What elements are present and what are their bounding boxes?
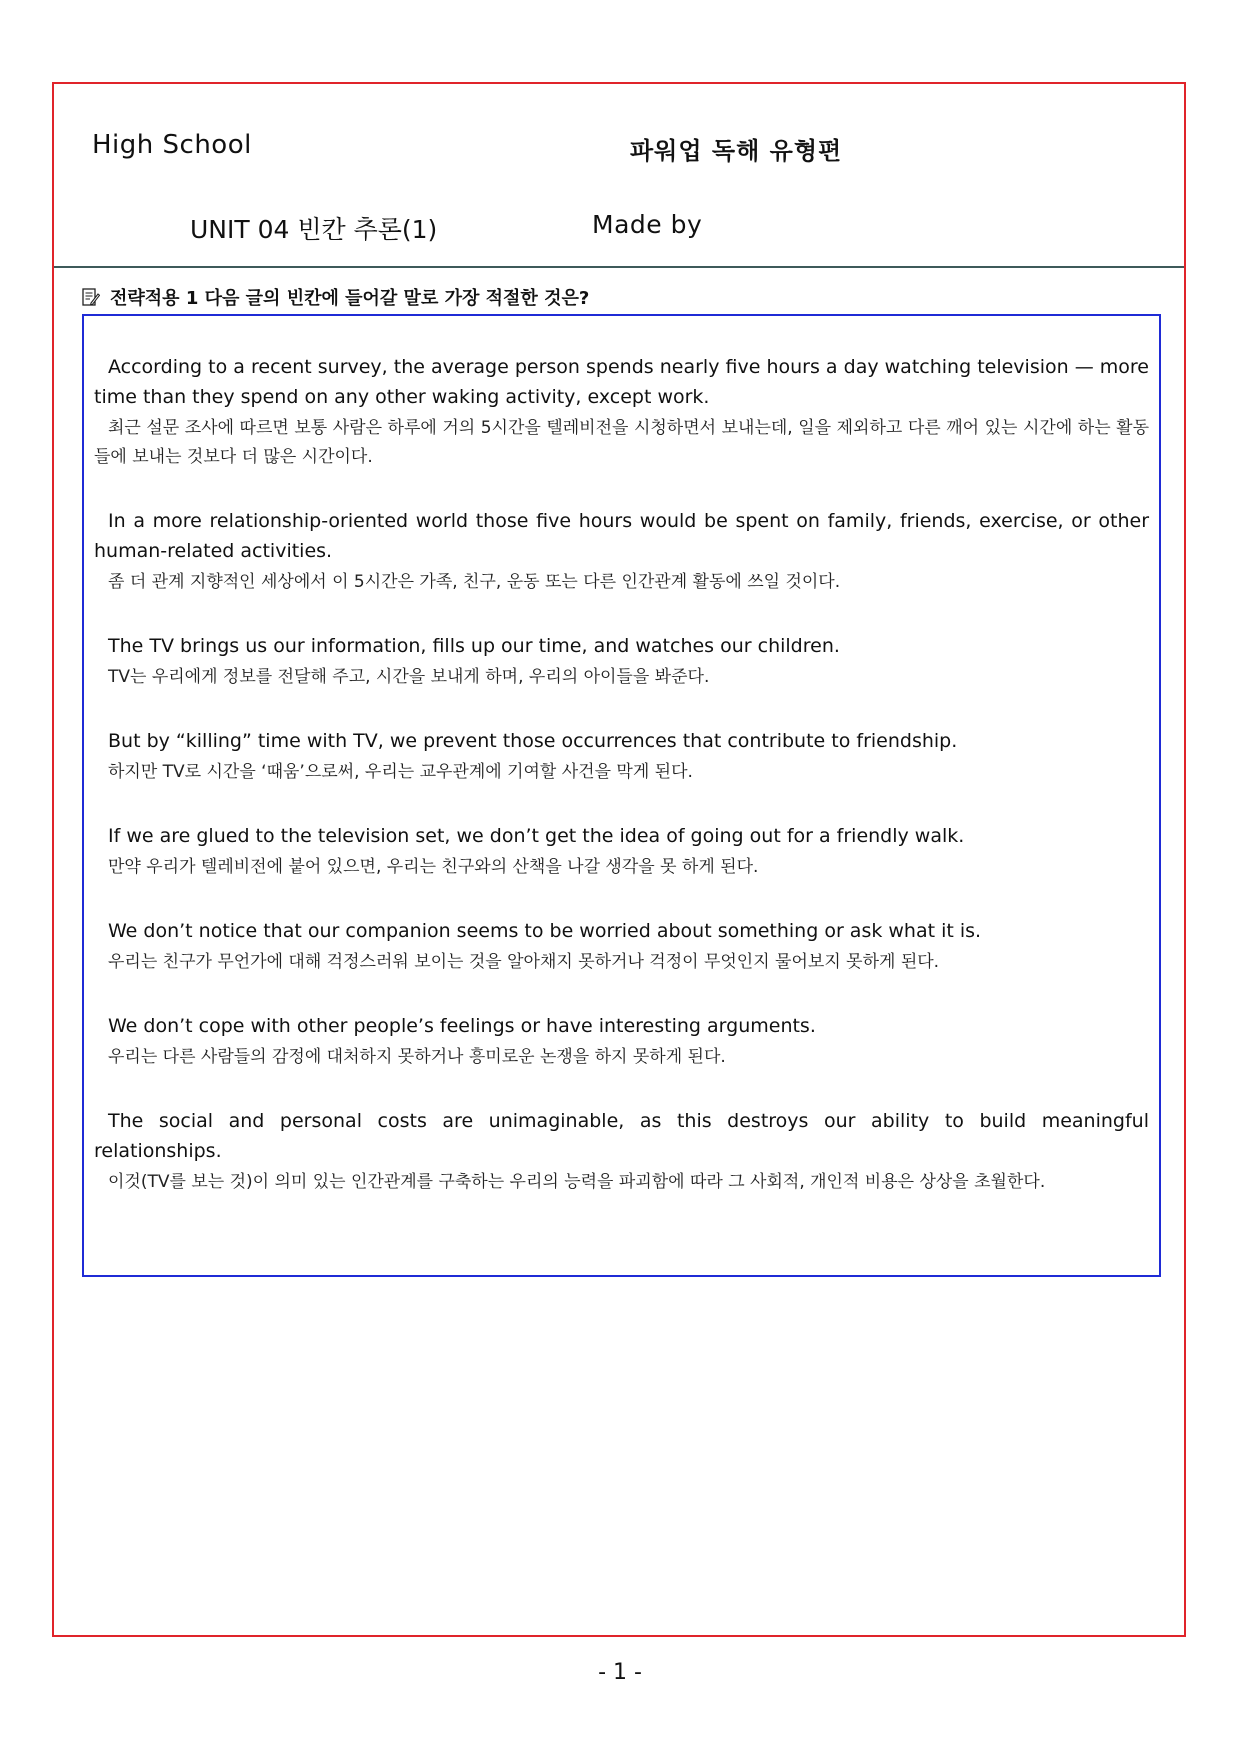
korean-translation: 하지만 TV로 시간을 ‘때움’으로써, 우리는 교우관계에 기여할 사건을 막게 된다. — [108, 762, 693, 782]
question-text: 전략적용 1 다음 글의 빈칸에 들어갈 말로 가장 적절한 것은? — [110, 288, 590, 309]
question-heading — [82, 284, 589, 310]
korean-translation: 만약 우리가 텔레비전에 붙어 있으면, 우리는 친구와의 산책을 나갈 생각을 못 하게 된다. — [108, 857, 759, 877]
page-number: - 1 - — [598, 1660, 642, 1685]
korean-translation: 우리는 다른 사람들의 감정에 대처하지 못하거나 흥미로운 논쟁을 하지 못하게 된다. — [108, 1047, 726, 1067]
passage-paragraph — [94, 821, 1149, 882]
english-sentence: We don’t notice that our companion seems to be worried about something or ask what it is. — [108, 920, 982, 942]
english-sentence: We don’t cope with other people’s feelings or have interesting arguments. — [108, 1015, 816, 1037]
passage-paragraph — [94, 1011, 1149, 1072]
korean-translation: 최근 설문 조사에 따르면 보통 사람은 하루에 거의 5시간을 텔레비전을 시청하면서 보내는데, 일을 제외하고 다른 깨어 있는 시간에 하는 활동들에 보내는 것보다 더 많은 시간이다. — [94, 418, 1149, 467]
passage-box — [82, 314, 1161, 1277]
passage-paragraph — [94, 506, 1149, 597]
english-sentence: The TV brings us our information, fills up our time, and watches our children. — [108, 635, 840, 657]
passage-paragraph — [94, 1106, 1149, 1197]
english-sentence: But by “killing” time with TV, we prevent those occurrences that contribute to friendship. — [108, 730, 958, 752]
passage-paragraph — [94, 726, 1149, 787]
book-title: 파워업 독해 유형편 — [630, 137, 843, 165]
unit-title: UNIT 04 빈칸 추론(1) — [190, 215, 438, 244]
school-level-label: High School — [92, 130, 252, 160]
made-by-label: Made by — [592, 210, 703, 239]
english-sentence: In a more relationship-oriented world those five hours would be spent on family, friends, exercise, or other human-related activities. — [94, 510, 1149, 562]
passage-paragraph — [94, 352, 1149, 472]
passage-paragraph — [94, 916, 1149, 977]
memo-pencil-icon — [82, 287, 100, 307]
korean-translation: TV는 우리에게 정보를 전달해 주고, 시간을 보내게 하며, 우리의 아이들을 봐준다. — [108, 667, 710, 687]
english-sentence: According to a recent survey, the average person spends nearly five hours a day watching television — more time than they spend on any other waking activity, except work. — [94, 356, 1149, 408]
passage-paragraph — [94, 631, 1149, 692]
korean-translation: 우리는 친구가 무언가에 대해 걱정스러워 보이는 것을 알아채지 못하거나 걱정이 무엇인지 물어보지 못하게 된다. — [108, 952, 940, 972]
korean-translation: 이것(TV를 보는 것)이 의미 있는 인간관계를 구축하는 우리의 능력을 파괴함에 따라 그 사회적, 개인적 비용은 상상을 초월한다. — [108, 1172, 1046, 1192]
english-sentence: If we are glued to the television set, we don’t get the idea of going out for a friendly walk. — [108, 825, 965, 847]
english-sentence: The social and personal costs are unimaginable, as this destroys our ability to build meaningful relationships. — [94, 1110, 1149, 1162]
korean-translation: 좀 더 관계 지향적인 세상에서 이 5시간은 가족, 친구, 운동 또는 다른 인간관계 활동에 쓰일 것이다. — [108, 572, 841, 592]
header-divider — [54, 266, 1184, 268]
